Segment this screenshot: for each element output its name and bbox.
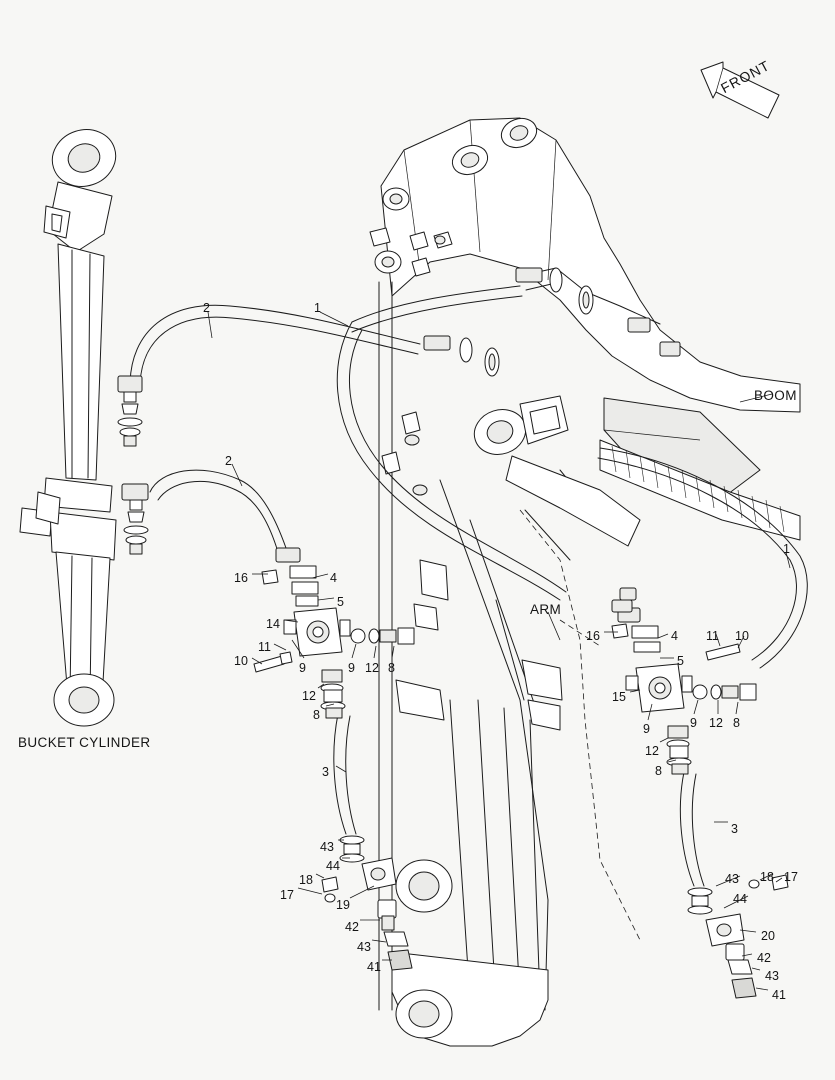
callout-2-mid: 2 xyxy=(225,454,232,468)
callout-9-left-b: 9 xyxy=(348,661,355,675)
callout-1-top: 1 xyxy=(314,301,321,315)
callout-43-right: 43 xyxy=(725,872,739,886)
callout-12-right-b: 12 xyxy=(709,716,723,730)
callout-4-left: 4 xyxy=(330,571,337,585)
callout-14-left: 14 xyxy=(266,617,280,631)
callout-44-right: 44 xyxy=(733,892,747,906)
callout-18-right: 18 xyxy=(760,870,774,884)
callout-43-left: 43 xyxy=(320,840,334,854)
callout-18-left: 18 xyxy=(299,873,313,887)
callout-20-right: 20 xyxy=(761,929,775,943)
callout-42-left: 42 xyxy=(345,920,359,934)
callout-8-right: 8 xyxy=(655,764,662,778)
front-arrow-label: FRONT xyxy=(718,57,773,97)
callout-16-right: 16 xyxy=(586,629,600,643)
callout-10-left: 10 xyxy=(234,654,248,668)
callout-41-right: 41 xyxy=(772,988,786,1002)
callout-8-left: 8 xyxy=(313,708,320,722)
arm-structure xyxy=(352,272,640,1046)
callout-43-left-b: 43 xyxy=(357,940,371,954)
callout-8-right-b: 8 xyxy=(733,716,740,730)
callout-12-left-b: 12 xyxy=(365,661,379,675)
callout-43-right-b: 43 xyxy=(765,969,779,983)
callout-3-left: 3 xyxy=(322,765,329,779)
callout-11-right: 11 xyxy=(706,629,719,643)
callout-17-left: 17 xyxy=(280,888,294,902)
callout-1-right: 1 xyxy=(783,542,790,556)
arm-label: ARM xyxy=(530,602,562,617)
callout-9-right-a: 9 xyxy=(643,722,650,736)
callout-44-left: 44 xyxy=(326,859,340,873)
callout-15-right: 15 xyxy=(612,690,626,704)
callout-42-right: 42 xyxy=(757,951,771,965)
callout-9-right-b: 9 xyxy=(690,716,697,730)
boom-label: BOOM xyxy=(754,388,797,403)
callout-5-left: 5 xyxy=(337,595,344,609)
callout-17-right: 17 xyxy=(784,870,798,884)
callout-19-left: 19 xyxy=(336,898,350,912)
callout-16-left: 16 xyxy=(234,571,248,585)
callout-11-left: 11 xyxy=(258,640,271,654)
bucket-cylinder xyxy=(20,121,123,726)
callout-9-left-a: 9 xyxy=(299,661,306,675)
callout-3-right: 3 xyxy=(731,822,738,836)
callout-5-right: 5 xyxy=(677,654,684,668)
callout-10-right: 10 xyxy=(735,629,749,643)
callout-12-right: 12 xyxy=(645,744,659,758)
callout-2-top: 2 xyxy=(203,301,210,315)
bucket-cylinder-label: BUCKET CYLINDER xyxy=(18,735,151,750)
callout-8-left-b: 8 xyxy=(388,661,395,675)
callout-41-left: 41 xyxy=(367,960,381,974)
callout-12-left: 12 xyxy=(302,689,316,703)
callout-4-right: 4 xyxy=(671,629,678,643)
